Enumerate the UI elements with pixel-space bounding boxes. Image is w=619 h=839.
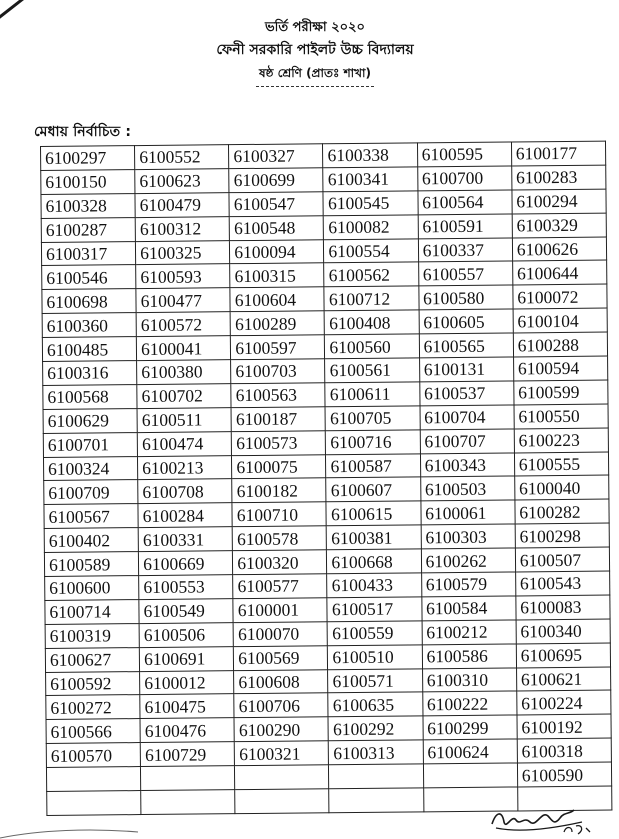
roll-number-cell: 6100316 <box>43 361 137 386</box>
roll-number-cell <box>329 788 423 813</box>
pen-stroke-mark <box>0 0 31 23</box>
roll-number-cell: 6100313 <box>329 740 423 765</box>
roll-number-cell: 6100627 <box>45 647 139 672</box>
header-divider <box>256 86 374 87</box>
roll-number-cell: 6100615 <box>326 501 420 526</box>
roll-number-cell: 6100320 <box>233 550 327 575</box>
roll-number-cell: 6100624 <box>423 739 517 764</box>
roll-number-cell: 6100507 <box>515 547 609 572</box>
roll-number-cell: 6100503 <box>420 476 514 501</box>
roll-number-cell: 6100292 <box>328 716 422 741</box>
roll-number-cell: 6100072 <box>513 284 607 309</box>
roll-number-cell: 6100325 <box>136 240 230 265</box>
roll-number-cell: 6100299 <box>423 715 517 740</box>
roll-number-cell: 6100408 <box>325 310 419 335</box>
roll-number-cell: 6100589 <box>44 552 138 577</box>
roll-number-cell: 6100222 <box>422 691 516 716</box>
roll-number-cell: 6100303 <box>421 524 515 549</box>
signature-icon <box>486 802 596 836</box>
roll-number-cell: 6100706 <box>234 693 328 718</box>
roll-number-cell: 6100550 <box>514 404 608 429</box>
roll-number-cell: 6100570 <box>46 743 140 768</box>
roll-number-cell: 6100635 <box>328 692 422 717</box>
roll-number-cell: 6100599 <box>514 380 608 405</box>
roll-number-cell: 6100094 <box>230 239 324 264</box>
roll-number-cell: 6100546 <box>42 265 136 290</box>
roll-number-cell: 6100702 <box>137 384 231 409</box>
roll-number-cell: 6100177 <box>511 141 605 166</box>
roll-number-cell: 6100592 <box>46 671 140 696</box>
roll-number-cell: 6100586 <box>422 644 516 669</box>
roll-number-cell: 6100082 <box>324 215 418 240</box>
roll-number-cell: 6100571 <box>328 668 422 693</box>
roll-number-cell: 6100644 <box>512 261 606 286</box>
roll-number-cell: 6100289 <box>230 311 324 336</box>
roll-number-cell: 6100331 <box>138 527 232 552</box>
roll-number-cell: 6100704 <box>420 405 514 430</box>
roll-number-cell: 6100337 <box>418 238 512 263</box>
results-table <box>40 141 612 816</box>
roll-number-cell: 6100340 <box>516 619 610 644</box>
roll-number-cell: 6100607 <box>326 477 420 502</box>
roll-number-cell: 6100626 <box>512 237 606 262</box>
roll-number-cell: 6100716 <box>326 430 420 455</box>
roll-number-cell: 6100329 <box>512 213 606 238</box>
roll-number-cell: 6100712 <box>324 286 418 311</box>
roll-number-cell: 6100584 <box>421 596 515 621</box>
roll-number-cell: 6100569 <box>234 645 328 670</box>
roll-number-cell: 6100001 <box>233 598 327 623</box>
roll-number-cell: 6100360 <box>42 313 136 338</box>
document-header <box>150 18 480 87</box>
roll-number-cell: 6100553 <box>139 575 233 600</box>
roll-number-cell: 6100567 <box>44 504 138 529</box>
roll-number-cell: 6100691 <box>139 646 233 671</box>
roll-number-cell: 6100338 <box>323 143 417 168</box>
roll-number-cell: 6100343 <box>420 453 514 478</box>
school-name: ফেনী সরকারি পাইলট উচ্চ বিদ্যালয় <box>216 42 414 58</box>
roll-number-cell: 6100554 <box>324 238 418 263</box>
roll-number-cell: 6100287 <box>41 217 135 242</box>
roll-number-cell: 6100593 <box>136 264 230 289</box>
roll-number-cell: 6100668 <box>327 549 421 574</box>
roll-number-cell: 6100517 <box>327 597 421 622</box>
roll-number-cell: 6100573 <box>232 430 326 455</box>
roll-number-cell: 6100485 <box>42 337 136 362</box>
roll-number-cell: 6100040 <box>514 476 608 501</box>
roll-number-cell: 6100223 <box>514 428 608 453</box>
roll-number-cell: 6100580 <box>418 285 512 310</box>
roll-number-cell: 6100315 <box>230 263 324 288</box>
roll-number-cell: 6100282 <box>515 499 609 524</box>
roll-number-cell: 6100294 <box>512 189 606 214</box>
roll-number-cell: 6100709 <box>44 480 138 505</box>
roll-number-cell: 6100182 <box>232 478 326 503</box>
roll-number-cell: 6100578 <box>232 526 326 551</box>
roll-number-cell <box>329 764 423 789</box>
roll-number-cell: 6100321 <box>235 741 329 766</box>
roll-number-cell: 6100537 <box>419 381 513 406</box>
roll-number-cell: 6100710 <box>232 502 326 527</box>
roll-number-cell: 6100104 <box>513 308 607 333</box>
roll-number-cell: 6100629 <box>43 408 137 433</box>
roll-number-cell: 6100604 <box>230 287 324 312</box>
roll-number-cell: 6100595 <box>417 142 511 167</box>
roll-number-cell: 6100566 <box>46 719 140 744</box>
roll-number-cell: 6100041 <box>136 336 230 361</box>
roll-number-cell <box>235 789 329 814</box>
roll-number-cell: 6100577 <box>233 574 327 599</box>
roll-number-cell <box>235 765 329 790</box>
roll-number-cell: 6100708 <box>138 479 232 504</box>
roll-number-cell: 6100328 <box>41 193 135 218</box>
roll-number-cell: 6100714 <box>45 599 139 624</box>
roll-number-cell: 6100474 <box>137 431 231 456</box>
roll-number-cell: 6100476 <box>140 718 234 743</box>
roll-number-cell: 6100557 <box>418 261 512 286</box>
roll-number-cell: 6100543 <box>515 571 609 596</box>
roll-number-cell: 6100548 <box>229 215 323 240</box>
roll-number-cell: 6100288 <box>513 332 607 357</box>
roll-number-cell <box>46 767 140 792</box>
roll-number-cell: 6100150 <box>41 169 135 194</box>
roll-number-cell: 6100310 <box>422 668 516 693</box>
roll-number-cell: 6100224 <box>517 691 611 716</box>
roll-number-cell: 6100591 <box>418 214 512 239</box>
roll-number-cell: 6100318 <box>517 738 611 763</box>
roll-number-cell: 6100552 <box>135 145 229 170</box>
roll-number-cell: 6100729 <box>140 742 234 767</box>
roll-number-cell <box>47 791 141 816</box>
roll-number-cell: 6100075 <box>232 454 326 479</box>
roll-number-cell: 6100587 <box>326 453 420 478</box>
roll-number-cell: 6100187 <box>231 407 325 432</box>
results-table-body <box>41 141 612 815</box>
roll-number-cell: 6100611 <box>325 382 419 407</box>
roll-number-cell: 6100562 <box>324 262 418 287</box>
roll-number-cell: 6100192 <box>517 714 611 739</box>
roll-number-cell: 6100319 <box>45 623 139 648</box>
roll-number-cell: 6100705 <box>325 406 419 431</box>
roll-number-cell: 6100701 <box>43 432 137 457</box>
roll-number-cell: 6100402 <box>44 528 138 553</box>
roll-number-cell: 6100565 <box>419 333 513 358</box>
roll-number-cell: 6100283 <box>511 165 605 190</box>
roll-number-cell: 6100380 <box>137 360 231 385</box>
roll-number-cell: 6100669 <box>139 551 233 576</box>
roll-number-cell: 6100297 <box>41 146 135 171</box>
results-table-wrapper <box>40 141 612 816</box>
roll-number-cell: 6100698 <box>42 289 136 314</box>
roll-number-cell: 6100312 <box>135 216 229 241</box>
roll-number-cell: 6100070 <box>233 622 327 647</box>
roll-number-cell: 6100572 <box>136 312 230 337</box>
roll-number-cell: 6100510 <box>328 645 422 670</box>
roll-number-cell: 6100559 <box>328 621 422 646</box>
roll-number-cell: 6100555 <box>514 452 608 477</box>
roll-number-cell <box>423 763 517 788</box>
roll-number-cell: 6100290 <box>234 717 328 742</box>
roll-number-cell: 6100545 <box>323 191 417 216</box>
roll-number-cell: 6100547 <box>229 192 323 217</box>
roll-number-cell: 6100477 <box>136 288 230 313</box>
roll-number-cell: 6100590 <box>517 762 611 787</box>
class-shift: ষষ্ঠ শ্রেণি (প্রাতঃ শাখা) <box>259 66 371 80</box>
roll-number-cell: 6100272 <box>46 695 140 720</box>
roll-number-cell: 6100381 <box>327 525 421 550</box>
roll-number-cell: 6100317 <box>41 241 135 266</box>
roll-number-cell: 6100083 <box>516 595 610 620</box>
roll-number-cell: 6100561 <box>325 358 419 383</box>
roll-number-cell: 6100695 <box>516 643 610 668</box>
roll-number-cell: 6100597 <box>231 335 325 360</box>
section-label: মেধায় নির্বাচিত : <box>34 124 132 140</box>
roll-number-cell: 6100012 <box>140 670 234 695</box>
roll-number-cell: 6100549 <box>139 599 233 624</box>
roll-number-cell: 6100564 <box>418 190 512 215</box>
roll-number-cell: 6100213 <box>138 455 232 480</box>
roll-number-cell: 6100433 <box>327 573 421 598</box>
roll-number-cell: 6100341 <box>323 167 417 192</box>
roll-number-cell: 6100262 <box>421 548 515 573</box>
roll-number-cell: 6100212 <box>422 620 516 645</box>
roll-number-cell: 6100608 <box>234 669 328 694</box>
roll-number-cell: 6100061 <box>421 500 515 525</box>
roll-number-cell: 6100699 <box>229 168 323 193</box>
roll-number-cell: 6100475 <box>140 694 234 719</box>
roll-number-cell: 6100479 <box>135 192 229 217</box>
roll-number-cell: 6100298 <box>515 523 609 548</box>
roll-number-cell: 6100327 <box>229 144 323 169</box>
roll-number-cell: 6100703 <box>231 359 325 384</box>
roll-number-cell: 6100621 <box>516 667 610 692</box>
roll-number-cell: 6100623 <box>135 169 229 194</box>
roll-number-cell: 6100560 <box>325 334 419 359</box>
roll-number-cell <box>141 790 235 815</box>
roll-number-cell: 6100594 <box>513 356 607 381</box>
roll-number-cell: 6100563 <box>231 383 325 408</box>
roll-number-cell: 6100324 <box>43 456 137 481</box>
roll-number-cell: 6100605 <box>419 309 513 334</box>
roll-number-cell: 6100511 <box>137 407 231 432</box>
roll-number-cell: 6100707 <box>420 429 514 454</box>
roll-number-cell: 6100568 <box>43 384 137 409</box>
roll-number-cell: 6100284 <box>138 503 232 528</box>
bottom-edge-mark <box>0 828 140 839</box>
roll-number-cell <box>141 766 235 791</box>
roll-number-cell: 6100600 <box>45 576 139 601</box>
exam-title: ভর্তি পরীক্ষা ২০২০ <box>264 20 366 35</box>
roll-number-cell: 6100131 <box>419 357 513 382</box>
roll-number-cell: 6100506 <box>139 622 233 647</box>
roll-number-cell: 6100579 <box>421 572 515 597</box>
roll-number-cell: 6100700 <box>417 166 511 191</box>
